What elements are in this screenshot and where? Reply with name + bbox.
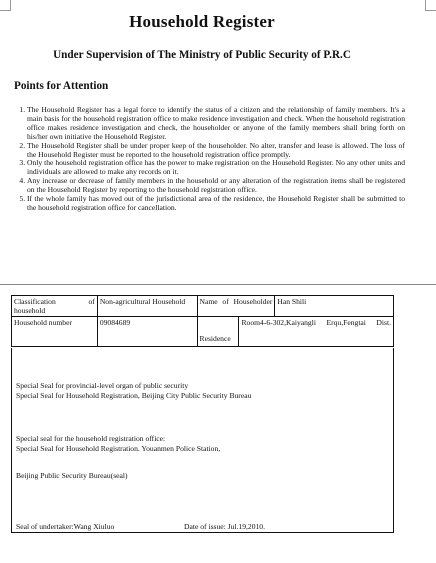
seal-section (11, 348, 394, 533)
office-seal-text: Special seal for the household registration office: (16, 434, 166, 443)
section-divider (0, 284, 436, 285)
page-corner-mark (425, 0, 436, 11)
household-info-table (11, 295, 394, 347)
list-item: 5. If the whole family has moved out of the jurisdictional area of the residence, the Household Register shall be submitted to the household registration office for cancellation. (27, 195, 405, 213)
household-number-label: Household number (12, 317, 98, 347)
provincial-seal-text: Special Seal for provincial-level organ of public security (16, 381, 189, 390)
undertaker-text: Seal of undertaker:Wang Xiuluo (16, 522, 115, 531)
classification-value: Non-agricultural Household (97, 296, 197, 317)
householder-value: Han Shili (275, 296, 394, 317)
office-seal-text: Special Seal for Household Registration. Youanmen Police Station, (16, 444, 221, 453)
document-title: Household Register (129, 12, 275, 31)
residence-value: Room4-6-302,Kaiyangli Erqu,Fengtai Dist. (239, 317, 394, 347)
list-item: 1. The Household Register has a legal force to identify the status of a citizen and the relationship of family members. It's a main basis for the household registration office to make residence investigation and check. When the household registration office makes residence investigation and check, the householder or anyone of the family members shall bring forth on his/her own initiative the Household Register. (27, 106, 405, 142)
bureau-seal-text: Beijing Public Security Bureau(seal) (16, 471, 128, 480)
issue-date-text: Date of issue: Jul.19,2010. (184, 522, 265, 531)
points-heading: Points for Attention (14, 80, 109, 92)
table-row (12, 296, 394, 317)
list-item: 2. The Household Register shall be under proper keep of the householder. No alter, transfer and lease is allowed. The loss of the Household Register must be reported to the household registration office promptly. (27, 142, 405, 160)
page-corner-mark (0, 0, 11, 11)
residence-label: Residence (197, 317, 239, 347)
list-item: 3. Only the household registration office has the power to make registration on the Household Register. No any other units and individuals are allowed to make any records on it. (27, 159, 405, 177)
classification-label: Classification of household (12, 296, 98, 317)
points-list (14, 106, 405, 213)
table-row (12, 317, 394, 347)
list-item: 4. Any increase or decrease of family members in the household or any alteration of the registration items shall be registered on the Household Register by reporting to the household registration office. (27, 177, 405, 195)
householder-label: Name of Householder (197, 296, 275, 317)
provincial-seal-text: Special Seal for Household Registration, Beijing City Public Security Bureau (16, 391, 252, 400)
document-subtitle: Under Supervision of The Ministry of Public Security of P.R.C (53, 49, 351, 61)
household-number-value: 09084689 (97, 317, 197, 347)
